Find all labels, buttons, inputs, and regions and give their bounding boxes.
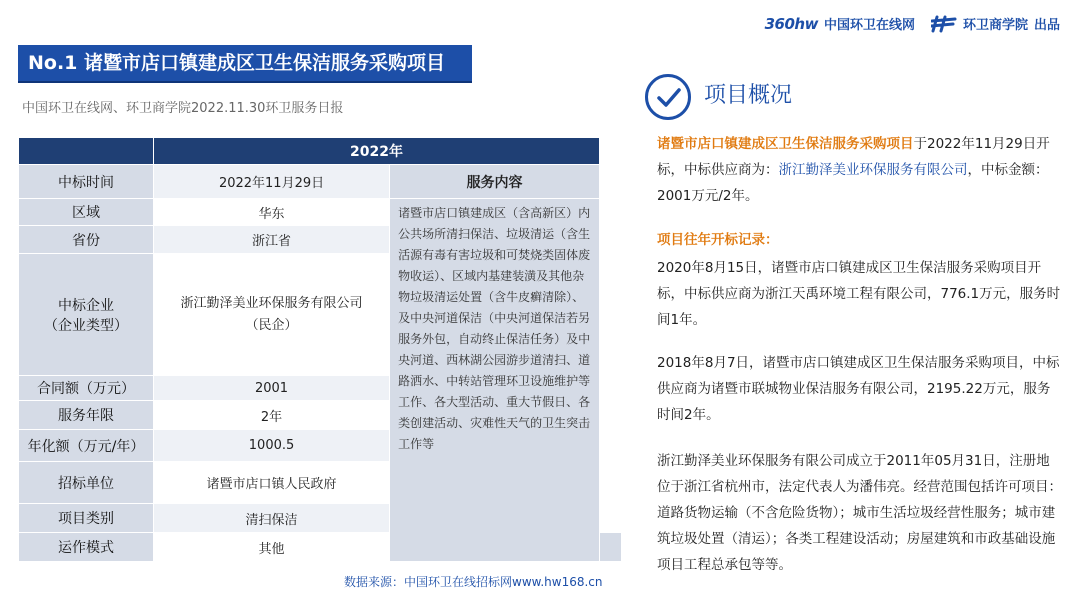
overview-project-name: 诸暨市店口镇建成区卫生保洁服务采购项目: [657, 136, 914, 152]
history-record-2018: 2018年8月7日，诸暨市店口镇建成区卫生保洁服务采购项目，中标供应商为诸暨市联城物业保洁服务有限公司，2195.22万元，服务时间2年。: [657, 355, 1060, 423]
overview-summary-end: ，中标金额：2001万元/2年。: [657, 162, 1049, 204]
overview-winner-name: 浙江勤泽美业环保服务有限公司: [778, 162, 968, 178]
report-subline: 中国环卫在线网、环卫商学院2022.11.30环卫服务日报: [22, 101, 344, 116]
service-content-tail: [600, 533, 622, 562]
service-content: 诸暨市店口镇建成区（含高新区）内公共场所清扫保洁、垃圾清运（含生活源有毒有害垃圾和可焚烧类固体废物收运）、区域内基建装潢及其他杂物垃圾清运处置（含牛皮癣清除）、及中央河道保洁（中央河道保洁若另服务外包，自动终止保洁任务）及中央河道、西林湖公园游步道清扫、道路洒水、中转站管理环卫设施维护等工作、各大型活动、重大节假日、各类创建活动、灾难性天气的卫生突击工作等: [390, 199, 600, 562]
company-profile: 浙江勤泽美业环保服务有限公司成立于2011年05月31日，注册地位于浙江省杭州市，法定代表人为潘伟亮。经营范围包括许可项目：道路货物运输（不含危险货物）；城市生活垃圾经营性服务；城市建筑垃圾处置（清运）；各类工程建设活动；房屋建筑和市政基础设施项目工程总承包等等。: [657, 453, 1062, 573]
row-value-service-years: 2年: [154, 401, 390, 430]
row-value-award-date: 2022年11月29日: [154, 165, 390, 199]
row-value-province: 浙江省: [154, 226, 390, 254]
table-header-blank: [19, 138, 154, 165]
table-year-header: 2022年: [154, 138, 600, 165]
row-label-service-years: 服务年限: [19, 401, 154, 430]
overview-summary-mid: 于2022年11月29日开标，中标供应商为：: [657, 136, 1050, 178]
row-label-category: 项目类别: [19, 504, 154, 533]
brand-logo: 360hw: [764, 14, 818, 33]
row-label-winner: 中标企业 （企业类型）: [19, 254, 154, 376]
row-label-tenderer: 招标单位: [19, 462, 154, 504]
brand-suffix: 出品: [1033, 18, 1060, 33]
row-label-province: 省份: [19, 226, 154, 254]
page-title: No.1 诸暨市店口镇建成区卫生保洁服务采购项目: [18, 45, 472, 81]
row-value-contract: 2001: [154, 376, 390, 401]
service-header: 服务内容: [390, 165, 600, 199]
row-value-mode: 其他: [154, 533, 390, 562]
data-source: 数据来源：中国环卫在线招标网www.hw168.cn: [344, 575, 603, 589]
row-label-annual: 年化额（万元/年）: [19, 430, 154, 462]
check-circle-icon: [645, 74, 691, 120]
overview-summary: [657, 131, 1062, 209]
row-label-region: 区域: [19, 199, 154, 226]
history-record-2020: 2020年8月15日，诸暨市店口镇建成区卫生保洁服务采购项目开标，中标供应商为浙江天禹环境工程有限公司，776.1万元，服务时间1年。: [657, 260, 1061, 328]
project-table: [18, 137, 622, 562]
brand-bar: [765, 14, 1060, 33]
overview-title: 项目概况: [704, 83, 793, 108]
row-label-mode: 运作模式: [19, 533, 154, 562]
brand-school: 环卫商学院: [962, 18, 1028, 33]
history-heading: 项目往年开标记录：: [657, 232, 779, 248]
brand-site: 中国环卫在线网: [823, 18, 915, 33]
row-label-award-date: 中标时间: [19, 165, 154, 199]
row-value-tenderer: 诸暨市店口镇人民政府: [154, 462, 390, 504]
row-value-winner: 浙江勤泽美业环保服务有限公司 （民企）: [154, 254, 390, 376]
hw-school-icon: [931, 15, 957, 33]
row-value-annual: 1000.5: [154, 430, 390, 462]
row-value-region: 华东: [154, 199, 390, 226]
row-value-category: 清扫保洁: [154, 504, 390, 533]
row-label-contract: 合同额（万元）: [19, 376, 154, 401]
